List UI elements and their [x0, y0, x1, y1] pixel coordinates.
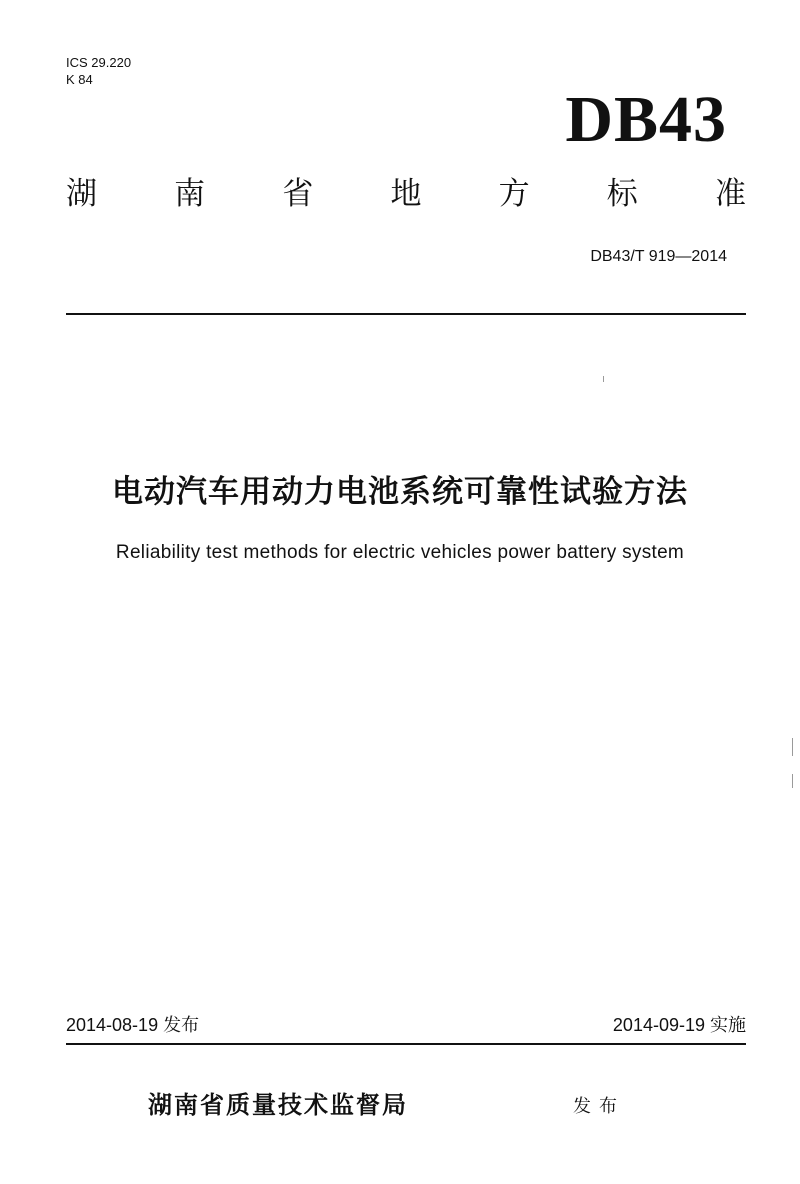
scan-speck: [792, 738, 793, 756]
standard-type: [66, 172, 746, 216]
issuing-authority: 湖南省质量技术监督局: [148, 1091, 408, 1119]
standard-type-char: 标: [606, 176, 638, 212]
standard-number: DB43/T 919—2014: [590, 248, 727, 265]
ics-code: ICS 29.220: [66, 55, 132, 70]
classification-code: K 84: [66, 72, 93, 87]
standard-type-char: 省: [282, 176, 314, 212]
title-chinese: 电动汽车用动力电池系统可靠性试验方法: [112, 474, 688, 510]
top-divider: [66, 313, 746, 315]
standard-type-char: 方: [498, 176, 530, 212]
issue-action: 发布: [573, 1096, 625, 1117]
standard-type-char: 湖: [66, 176, 97, 212]
implementation-date: 2014-09-19 实施: [612, 1015, 746, 1035]
scan-speck: [792, 774, 793, 788]
title-english: Reliability test methods for electric vehicles power battery system: [115, 542, 685, 563]
standard-type-char: 地: [390, 176, 422, 212]
bottom-divider: [66, 1043, 746, 1045]
standard-type-char: 准: [714, 176, 746, 212]
classification-codes: [66, 54, 131, 88]
scan-speck: [603, 376, 604, 382]
db-mark: DB43: [565, 83, 727, 156]
standard-type-char: 南: [174, 176, 206, 212]
issue-date: 2014-08-19 发布: [66, 1015, 200, 1035]
